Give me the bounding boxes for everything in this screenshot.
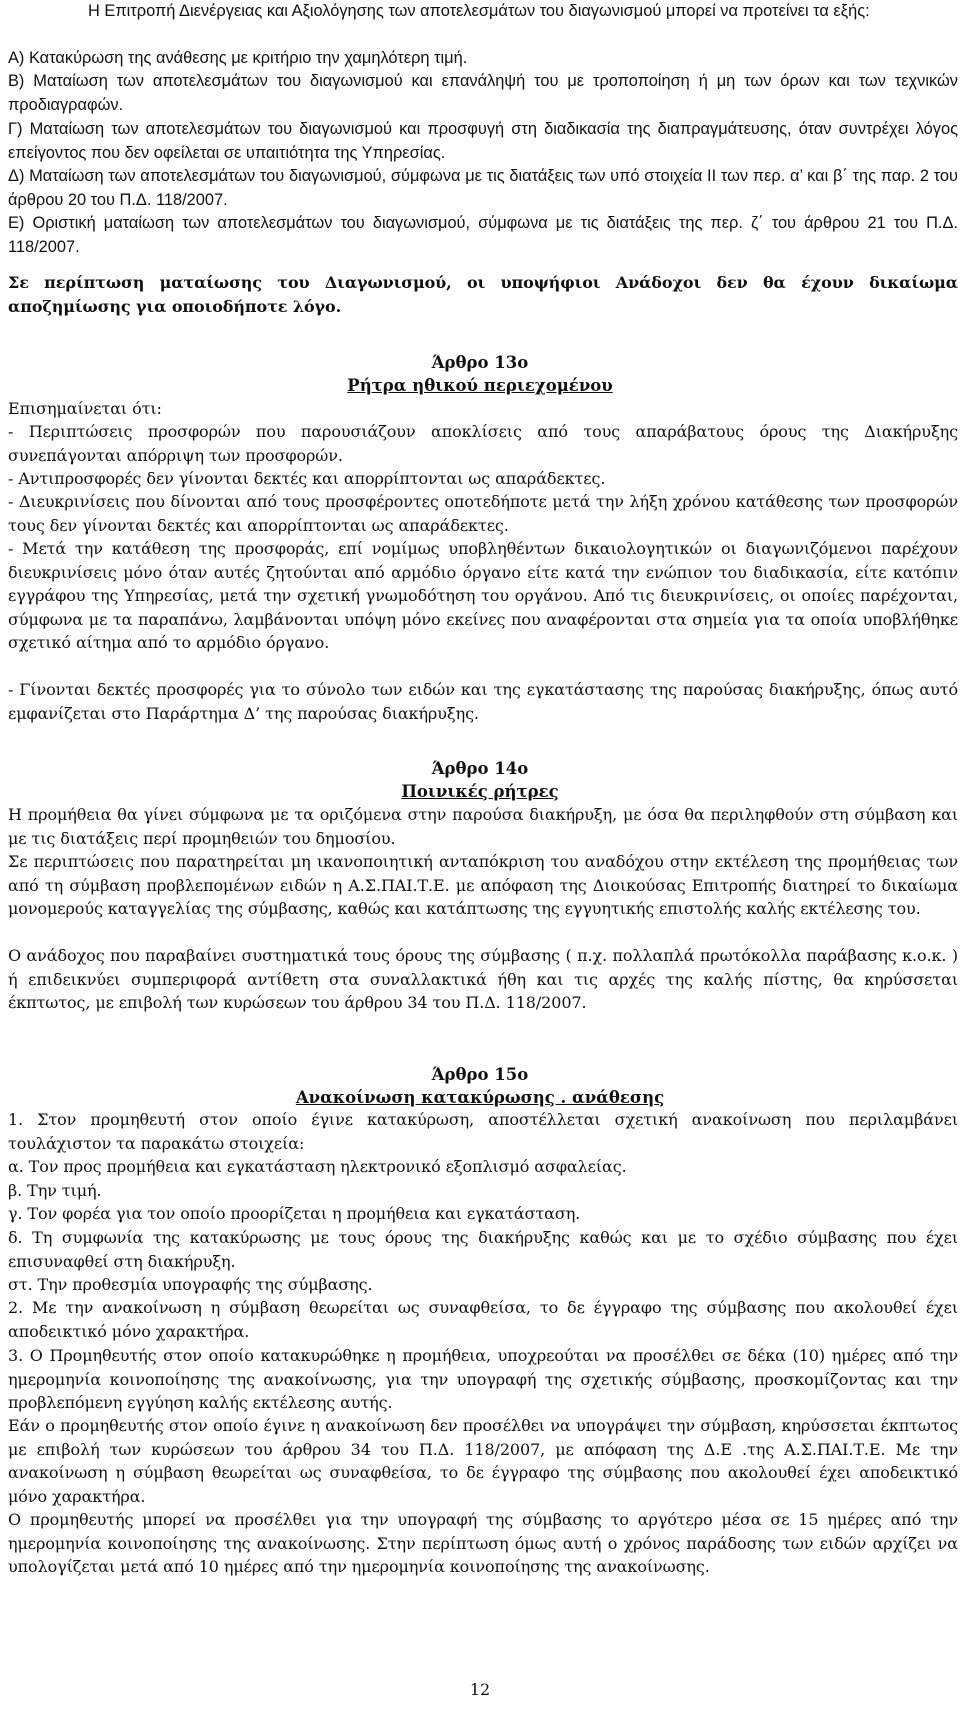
article-15-item: β. Την τιμή. xyxy=(8,1181,102,1200)
intro-option-e: Ε) Οριστική ματαίωση των αποτελεσμάτων του διαγωνισμού, σύμφωνα με τις διατάξεις της περ. ζ΄ του άρθρου 21 του Π.Δ. 118/2007. xyxy=(8,214,958,256)
article-13-paragraph: Επισημαίνεται ότι: xyxy=(8,399,162,418)
article-13-paragraph: - Μετά την κατάθεση της προσφοράς, επί νομίμως υποβληθέντων δικαιολογητικών οι διαγωνιζόμενοι παρέχουν διευκρινίσεις μόνο όταν αυτές ζητούνται από αρμόδιο όργανο είτε κατά την ενώπιον του διαδικασία, είτε κατόπιν εγγράφου της Υπηρεσίας, μετά την σχετική γνωμοδότηση του οργάνου. Από τις διευκρινίσεις, οι οποίες παρέχονται, σύμφωνα με τα παραπάνω, λαμβάνονται υπόψη μόνο εκείνες που αναφέρονται στα σημεία για τα οποία υποβλήθηκε σχετικό αίτημα από το αρμόδιο όργανο. xyxy=(8,539,958,653)
article-15-item: α. Τον προς προμήθεια και εγκατάσταση ηλεκτρονικό εξοπλισμό ασφαλείας. xyxy=(8,1157,627,1176)
page-number: 12 xyxy=(469,1680,491,1699)
intro-option-d: Δ) Ματαίωση των αποτελεσμάτων του διαγωνισμού, σύμφωνα με τις διατάξεις των υπό στοιχεία ΙΙ των περ. α’ και β΄ της παρ. 2 του άρθρου 20 του Π.Δ. 118/2007. xyxy=(8,167,958,209)
article-14-paragraph: Η προμήθεια θα γίνει σύμφωνα με τα οριζόμενα στην παρούσα διακήρυξη, με όσα θα περιληφθούν στη σύμβαση και με τις διατάξεις περί προμηθειών του δημοσίου. xyxy=(8,805,958,848)
article-15-item: στ. Την προθεσμία υπογραφής της σύμβασης. xyxy=(8,1275,373,1294)
article-13-title: Ρήτρα ηθικού περιεχομένου xyxy=(347,376,613,395)
cancellation-notice: Σε περίπτωση ματαίωσης του Διαγωνισμού, οι υποψήφιοι Ανάδοχοι δεν θα έχουν δικαίωμα αποζημίωσης για οποιοδήποτε λόγο. xyxy=(8,273,958,316)
article-14-title: Ποινικές ρήτρες xyxy=(401,782,559,801)
article-13-number: Άρθρο 13ο xyxy=(431,353,529,372)
article-15-paragraph: 3. Ο Προμηθευτής στον οποίο κατακυρώθηκε η προμήθεια, υποχρεούται να προσέλθει σε δέκα (10) ημέρες από την ημερομηνία κοινοποίησης της ανακοίνωσης, για την υπογραφή της σχετικής σύμβασης, προσκομίζοντας και την προβλεπόμενη εγγύηση καλής εκτέλεσης αυτής. xyxy=(8,1346,958,1413)
intro-option-a: Α) Κατακύρωση της ανάθεσης με κριτήριο την χαμηλότερη τιμή. xyxy=(8,49,468,67)
article-15-paragraph: Εάν ο προμηθευτής στον οποίο έγινε η ανακοίνωση δεν προσέλθει να υπογράψει την σύμβαση, κηρύσσεται έκπτωτος με επιβολή των κυρώσεων του άρθρου 34 του Π.Δ. 118/2007, με απόφαση της Δ.Ε .της Α.Σ.ΠΑΙ.Τ.Ε. Με την ανακοίνωση η σύμβαση θεωρείται ως συναφθείσα, το δε έγγραφο της σύμβασης που ακολουθεί έχει αποδεικτικό μόνο χαρακτήρα. xyxy=(8,1416,958,1506)
article-13-paragraph: - Αντιπροσφορές δεν γίνονται δεκτές και απορρίπτονται ως απαράδεκτες. xyxy=(8,469,606,488)
article-13-paragraph: - Περιπτώσεις προσφορών που παρουσιάζουν αποκλίσεις από τους απαράβατους όρους της Διακήρυξης συνεπάγονται απόρριψη των προσφορών. xyxy=(8,422,958,465)
article-14-paragraph: Σε περιπτώσεις που παρατηρείται μη ικανοποιητική ανταπόκριση του αναδόχου στην εκτέλεση της προμήθειας των από τη σύμβαση προβλεπομένων ειδών η Α.Σ.ΠΑΙ.Τ.Ε. με απόφαση της Διοικούσας Επιτροπής διατηρεί το δικαίωμα μονομερούς καταγγελίας της σύμβασης, καθώς και κατάπτωσης της εγγυητικής επιστολής καλής εκτέλεσης του. xyxy=(8,852,958,919)
article-15-number: Άρθρο 15ο xyxy=(431,1065,529,1084)
article-15-paragraph: Ο προμηθευτής μπορεί να προσέλθει για την υπογραφή της σύμβασης το αργότερο μέσα σε 15 ημέρες από την ημερομηνία κοινοποίησης της ανακοίνωσης. Στην περίπτωση όμως αυτή ο χρόνος παράδοσης των ειδών αρχίζει να υπολογίζεται μετά από 10 ημέρες από την ημερομηνία κοινοποίησης της ανακοίνωσης. xyxy=(8,1510,958,1577)
article-15-paragraph: 1. Στον προμηθευτή στον οποίο έγινε κατακύρωση, αποστέλλεται σχετική ανακοίνωση που περιλαμβάνει τουλάχιστον τα παρακάτω στοιχεία: xyxy=(8,1110,958,1153)
article-13-paragraph: - Γίνονται δεκτές προσφορές για το σύνολο των ειδών και της εγκατάστασης της παρούσας διακήρυξης, όπως αυτό εμφανίζεται στο Παράρτημα Δ’ της παρούσας διακήρυξης. xyxy=(8,680,958,723)
intro-option-c: Γ) Ματαίωση των αποτελεσμάτων του διαγωνισμού και προσφυγή στη διαδικασία της διαπραγμάτευσης, όταν συντρέχει λόγος επείγοντος που δεν οφείλεται σε υπαιτιότητα της Υπηρεσίας. xyxy=(8,120,958,162)
article-15-paragraph: 2. Με την ανακοίνωση η σύμβαση θεωρείται ως συναφθείσα, το δε έγγραφο της σύμβασης που ακολουθεί έχει αποδεικτικό μόνο χαρακτήρα. xyxy=(8,1298,958,1341)
intro-lead: Η Επιτροπή Διενέργειας και Αξιολόγησης των αποτελεσμάτων του διαγωνισμού μπορεί να προτείνει τα εξής: xyxy=(88,2,870,20)
article-13-paragraph: - Διευκρινίσεις που δίνονται από τους προσφέροντες οποτεδήποτε μετά την λήξη χρόνου κατάθεσης των προσφορών τους δεν γίνονται δεκτές και απορρίπτονται ως απαράδεκτες. xyxy=(8,492,958,535)
article-15-item: δ. Τη συμφωνία της κατακύρωσης με τους όρους της διακήρυξης καθώς και με το σχέδιο σύμβασης που έχει επισυναφθεί στη διακήρυξη. xyxy=(8,1228,958,1271)
article-15-item: γ. Τον φορέα για τον οποίο προορίζεται η προμήθεια και εγκατάσταση. xyxy=(8,1204,581,1223)
article-14-paragraph: Ο ανάδοχος που παραβαίνει συστηματικά τους όρους της σύμβασης ( π.χ. πολλαπλά πρωτόκολλα παράβασης κ.ο.κ. ) ή επιδεικνύει συμπεριφορά αντίθετη στα συναλλακτικά ήθη και τις αρχές της καλής πίστης, θα κηρύσσεται έκπτωτος, με επιβολή των κυρώσεων του άρθρου 34 του Π.Δ. 118/2007. xyxy=(8,946,958,1013)
article-15-title: Ανακοίνωση κατακύρωσης . ανάθεσης xyxy=(295,1088,665,1107)
article-14-number: Άρθρο 14ο xyxy=(431,759,529,778)
intro-option-b: Β) Ματαίωση των αποτελεσμάτων του διαγωνισμού και επανάληψή του με τροποποίηση ή μη των όρων και των τεχνικών προδιαγραφών. xyxy=(8,72,958,114)
